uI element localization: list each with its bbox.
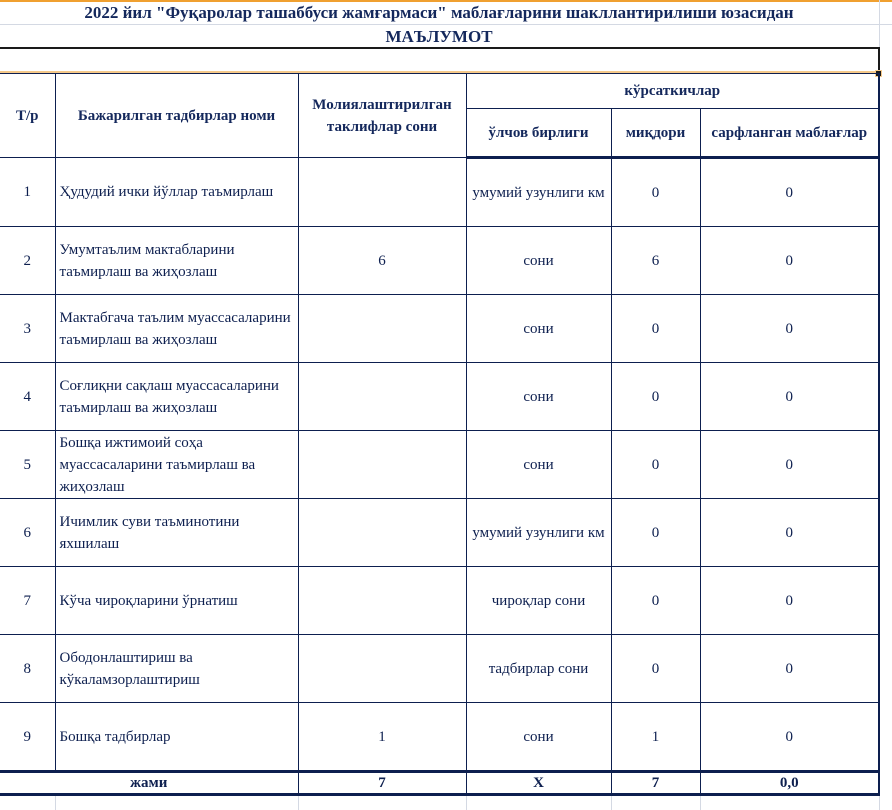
cell-unit[interactable]: тадбирлар сони <box>466 635 611 703</box>
cell-name[interactable]: Мактабгача таълим муассасаларини таъмирлаш ва жиҳозлаш <box>55 295 298 363</box>
gridline <box>55 795 56 810</box>
cell-spent[interactable]: 0 <box>700 499 879 567</box>
cell-name[interactable]: Ҳудудий ички йўллар таъмирлаш <box>55 158 298 227</box>
header-row <box>0 74 879 109</box>
header-spent[interactable]: сарфланган маблағлар <box>700 109 879 158</box>
cell-spent[interactable]: 0 <box>700 635 879 703</box>
cell-unit[interactable]: сони <box>466 295 611 363</box>
cell-name[interactable]: Ободонлаштириш ва кўкаламзорлаштириш <box>55 635 298 703</box>
cell-name[interactable]: Умумтаълим мактабларини таъмирлаш ва жиҳозлаш <box>55 227 298 295</box>
cell-spent[interactable]: 0 <box>700 158 879 227</box>
table-row <box>0 635 879 703</box>
cell-proposals[interactable]: 6 <box>298 227 466 295</box>
cell-unit[interactable]: сони <box>466 227 611 295</box>
cell-proposals[interactable]: 1 <box>298 703 466 772</box>
header-unit[interactable]: ўлчов бирлиги <box>466 109 611 158</box>
cell-quantity[interactable]: 0 <box>611 363 700 431</box>
table-row <box>0 431 879 499</box>
cell-proposals[interactable] <box>298 499 466 567</box>
cell-proposals[interactable] <box>298 363 466 431</box>
table-row <box>0 227 879 295</box>
cell-num[interactable]: 3 <box>0 295 55 363</box>
cell-quantity[interactable]: 0 <box>611 499 700 567</box>
header-indicators-group[interactable]: кўрсаткичлар <box>466 74 879 109</box>
cell-quantity[interactable]: 0 <box>611 635 700 703</box>
cell-quantity[interactable]: 0 <box>611 158 700 227</box>
total-unit[interactable]: X <box>466 772 611 795</box>
cell-num[interactable]: 4 <box>0 363 55 431</box>
data-table <box>0 73 880 796</box>
cell-unit[interactable]: умумий узунлиги км <box>466 499 611 567</box>
cell-quantity[interactable]: 0 <box>611 295 700 363</box>
table-row <box>0 567 879 635</box>
cell-unit[interactable]: сони <box>466 703 611 772</box>
cell-num[interactable]: 2 <box>0 227 55 295</box>
cell-num[interactable]: 8 <box>0 635 55 703</box>
header-num[interactable]: Т/р <box>0 74 55 158</box>
cell-quantity[interactable]: 6 <box>611 227 700 295</box>
table-row <box>0 499 879 567</box>
cell-name[interactable]: Бошқа тадбирлар <box>55 703 298 772</box>
gridline <box>466 795 467 810</box>
cell-proposals[interactable] <box>298 158 466 227</box>
cell-quantity[interactable]: 0 <box>611 431 700 499</box>
gridline <box>700 795 701 810</box>
header-quantity[interactable]: миқдори <box>611 109 700 158</box>
cell-proposals[interactable] <box>298 635 466 703</box>
table-row <box>0 703 879 772</box>
cell-spent[interactable]: 0 <box>700 295 879 363</box>
cell-name[interactable]: Ичимлик суви таъминотини яхшилаш <box>55 499 298 567</box>
cell-spent[interactable]: 0 <box>700 703 879 772</box>
cell-num[interactable]: 9 <box>0 703 55 772</box>
sheet-top-edge <box>0 0 892 2</box>
gridline <box>611 795 612 810</box>
cell-unit[interactable]: умумий узунлиги км <box>466 158 611 227</box>
cell-num[interactable]: 1 <box>0 158 55 227</box>
selected-cell[interactable] <box>0 47 880 72</box>
document-title: 2022 йил "Фуқаролар ташаббуси жамғармаси" маблағларини шакллантирилиши юзасидан <box>84 3 794 22</box>
cell-name[interactable]: Кўча чироқларини ўрнатиш <box>55 567 298 635</box>
total-spent[interactable]: 0,0 <box>700 772 879 795</box>
header-name[interactable]: Бажарилган тадбирлар номи <box>55 74 298 158</box>
cell-num[interactable]: 5 <box>0 431 55 499</box>
table-row <box>0 295 879 363</box>
cell-unit[interactable]: сони <box>466 363 611 431</box>
gridline <box>0 24 892 25</box>
cell-spent[interactable]: 0 <box>700 363 879 431</box>
cell-proposals[interactable] <box>298 431 466 499</box>
cell-name[interactable]: Бошқа ижтимоий соҳа муассасаларини таъмирлаш ва жиҳозлаш <box>55 431 298 499</box>
cell-name[interactable]: Соғлиқни сақлаш муассасаларини таъмирлаш ва жиҳозлаш <box>55 363 298 431</box>
total-label[interactable]: жами <box>0 772 298 795</box>
table-row <box>0 363 879 431</box>
total-proposals[interactable]: 7 <box>298 772 466 795</box>
cell-unit[interactable]: чироқлар сони <box>466 567 611 635</box>
cell-spent[interactable]: 0 <box>700 227 879 295</box>
total-row <box>0 772 879 795</box>
cell-spent[interactable]: 0 <box>700 567 879 635</box>
cell-quantity[interactable]: 0 <box>611 567 700 635</box>
table-row <box>0 158 879 227</box>
document-subtitle: МАЪЛУМОТ <box>385 27 493 46</box>
cell-proposals[interactable] <box>298 295 466 363</box>
cell-spent[interactable]: 0 <box>700 431 879 499</box>
cell-num[interactable]: 6 <box>0 499 55 567</box>
cell-quantity[interactable]: 1 <box>611 703 700 772</box>
cell-proposals[interactable] <box>298 567 466 635</box>
cell-unit[interactable]: сони <box>466 431 611 499</box>
gridline <box>298 795 299 810</box>
header-proposals[interactable]: Молиялаштирилган таклифлар сони <box>298 74 466 158</box>
cell-num[interactable]: 7 <box>0 567 55 635</box>
total-quantity[interactable]: 7 <box>611 772 700 795</box>
